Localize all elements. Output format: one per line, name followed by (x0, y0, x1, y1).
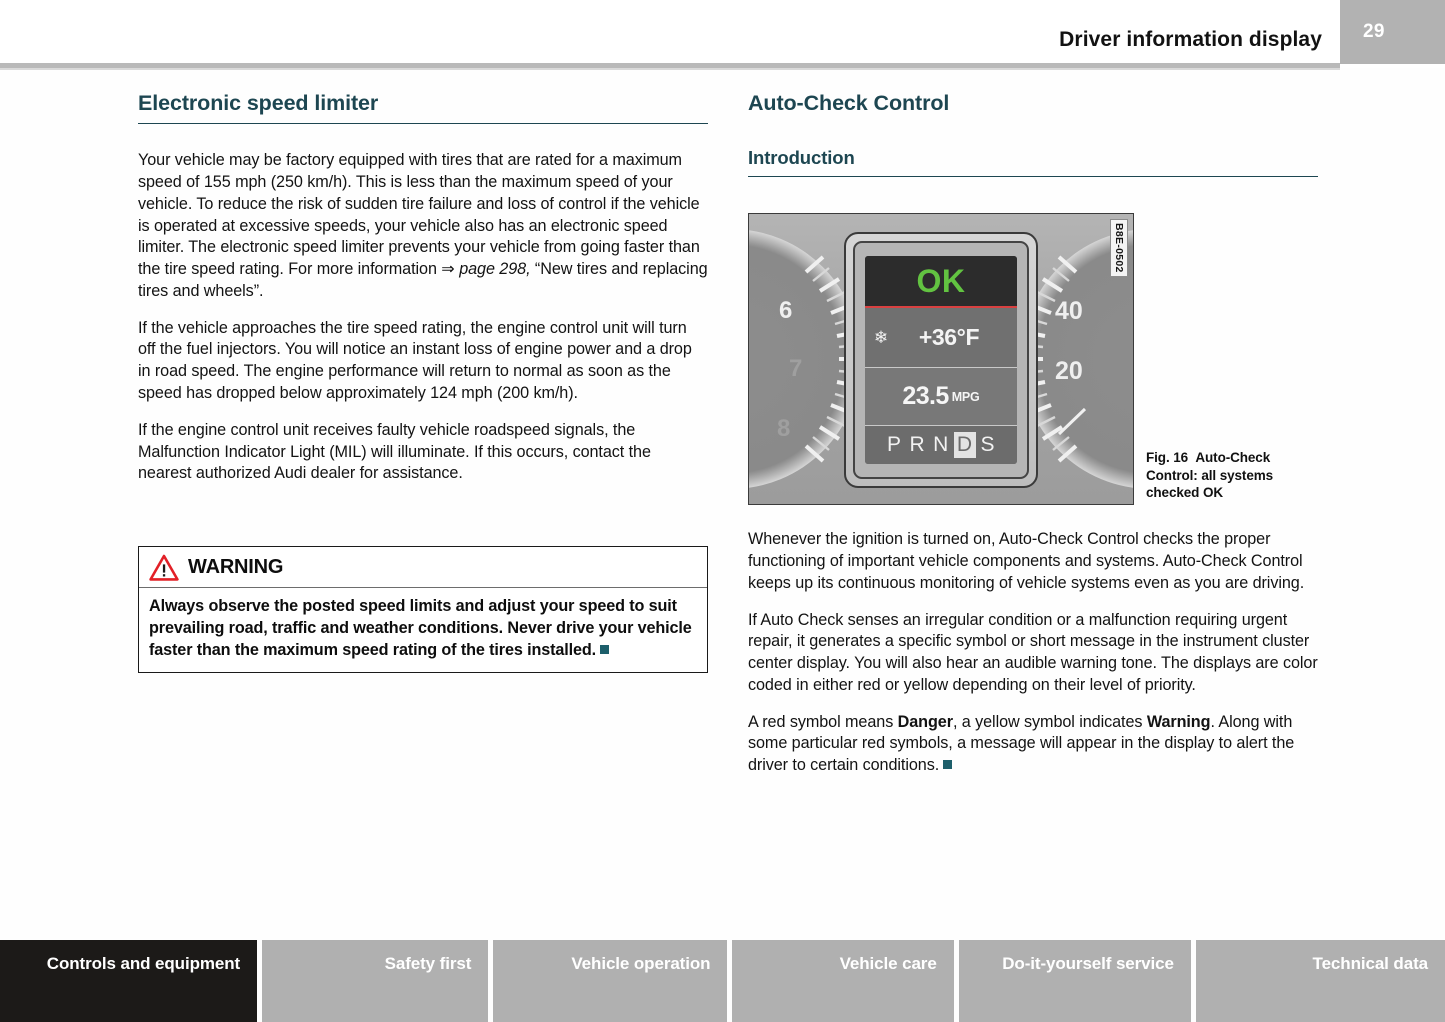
cross-reference-link[interactable]: page 298, (459, 260, 531, 279)
right-subheading-rule (748, 176, 1318, 178)
footer-tab-bar (0, 940, 1445, 1022)
paragraph (748, 712, 1318, 777)
tach-number: 7 (789, 355, 803, 383)
header-rule-light (0, 68, 1340, 70)
right-column (748, 92, 1318, 777)
warning-label: WARNING (188, 556, 284, 578)
footer-tab-vehicle-care[interactable]: Vehicle care (732, 940, 953, 1022)
footer-tab-controls-and-equipment[interactable]: Controls and equipment (0, 940, 257, 1022)
gear-indicator-d-selected: D (954, 432, 976, 458)
footer-tab-vehicle-operation[interactable]: Vehicle operation (493, 940, 727, 1022)
footer-tab-do-it-yourself-service[interactable]: Do-it-yourself service (959, 940, 1191, 1022)
right-subsection-heading: Introduction (748, 146, 855, 168)
danger-emphasis: Danger (897, 712, 953, 731)
warning-box (138, 546, 708, 673)
paragraph-text: Your vehicle may be factory equipped with tires that are rated for a maximum speed of 155 mph (250 km/h). This is less than the maximum speed of your vehicle. To reduce the risk of sudden tire failure and loss of control if the vehicle is operated at excessive speeds, your vehicle also has an electronic speed limiter. The electronic speed limiter prevents your vehicle from going faster than the tire speed rating. For more information (138, 151, 700, 279)
cross-reference-quote: “New tires and replacing tires and wheels”. (138, 260, 708, 300)
gear-indicator-p: P (886, 433, 902, 457)
lcd-temperature-value: +36°F (918, 324, 980, 351)
gear-indicator-s: S (980, 433, 996, 457)
right-section-heading: Auto-Check Control (748, 91, 950, 115)
paragraph: If the engine control unit receives faulty vehicle roadspeed signals, the Malfunction Indicator Light (MIL) will illuminate. If this occurs, contact the nearest authorized Audi dealer for assistance. (138, 420, 651, 483)
paragraph (138, 150, 708, 302)
left-column (138, 92, 708, 485)
center-display-inner-bezel (853, 241, 1029, 479)
snowflake-icon: ❄ (873, 328, 889, 348)
warning-text: Always observe the posted speed limits and adjust your speed to suit prevailing road, traffic and weather conditions. Never drive your vehicle faster than the maximum speed rating of the tires installed. (149, 597, 692, 659)
warning-box-header (139, 547, 707, 588)
instrument-cluster-image (748, 213, 1134, 505)
end-of-section-mark (600, 645, 609, 654)
end-of-section-mark (943, 760, 952, 769)
footer-tab-safety-first[interactable]: Safety first (262, 940, 488, 1022)
left-section-heading: Electronic speed limiter (138, 91, 379, 115)
lcd-economy-row (865, 368, 1017, 426)
tach-number: 8 (777, 415, 791, 443)
figure-caption-text: Auto-Check Control: all systems checked OK (1146, 450, 1274, 501)
page-number: 29 (1340, 0, 1445, 64)
paragraph: Whenever the ignition is turned on, Auto-Check Control checks the proper functioning of important vehicle components and systems. Auto-Check Control keeps up its continuous monitoring of vehicle systems even as you are driving. (748, 530, 1305, 592)
lcd-economy-value: 23.5 (902, 382, 949, 411)
footer-tab-technical-data[interactable]: Technical data (1196, 940, 1445, 1022)
figure-caption (1146, 449, 1318, 502)
center-display-bezel (844, 232, 1038, 488)
warning-emphasis: Warning (1146, 712, 1211, 731)
gear-indicator-r: R (909, 433, 926, 457)
speedo-number: 20 (1055, 357, 1083, 386)
paragraph: If the vehicle approaches the tire speed rating, the engine control unit will turn off the fuel injectors. You will notice an instant loss of engine power and a drop in road speed. The engine performance will return to normal as soon as the speed has dropped below approximately 124 mph (200 km/h). (138, 318, 692, 403)
center-lcd-screen (865, 256, 1017, 464)
page-header (0, 0, 1445, 68)
speedo-number: 40 (1055, 297, 1083, 326)
warning-body (139, 588, 707, 672)
tach-number: 6 (779, 297, 793, 325)
warning-triangle-icon (149, 554, 179, 581)
lcd-gear-row (865, 426, 1017, 464)
gear-indicator-n: N (933, 433, 949, 457)
lcd-status-text: OK (916, 263, 966, 300)
figure-code-label: B8E-0502 (1110, 219, 1128, 277)
figure-16 (748, 213, 1318, 509)
cross-reference-arrow: ⇒ (441, 260, 455, 279)
lcd-economy-unit: MPG (951, 389, 980, 404)
final-paragraph-part3: . Along with some particular red symbols, a message will appear in the display to alert the driver to certain conditions. (748, 712, 1295, 775)
lcd-status-row (865, 256, 1017, 308)
final-paragraph-part2: , a yellow symbol indicates (952, 712, 1147, 731)
paragraph: If Auto Check senses an irregular condition or a malfunction requiring urgent repair, it generates a specific symbol or short message in the instrument cluster center display. You will also hear an audible warning tone. The displays are color coded in either red or yellow depending on their level of priority. (748, 610, 1318, 694)
figure-caption-label: Fig. 16 (1146, 450, 1189, 466)
lcd-temperature-row (865, 308, 1017, 368)
final-paragraph-part1: A red symbol means (748, 712, 898, 731)
page-title: Driver information display (1059, 28, 1322, 51)
